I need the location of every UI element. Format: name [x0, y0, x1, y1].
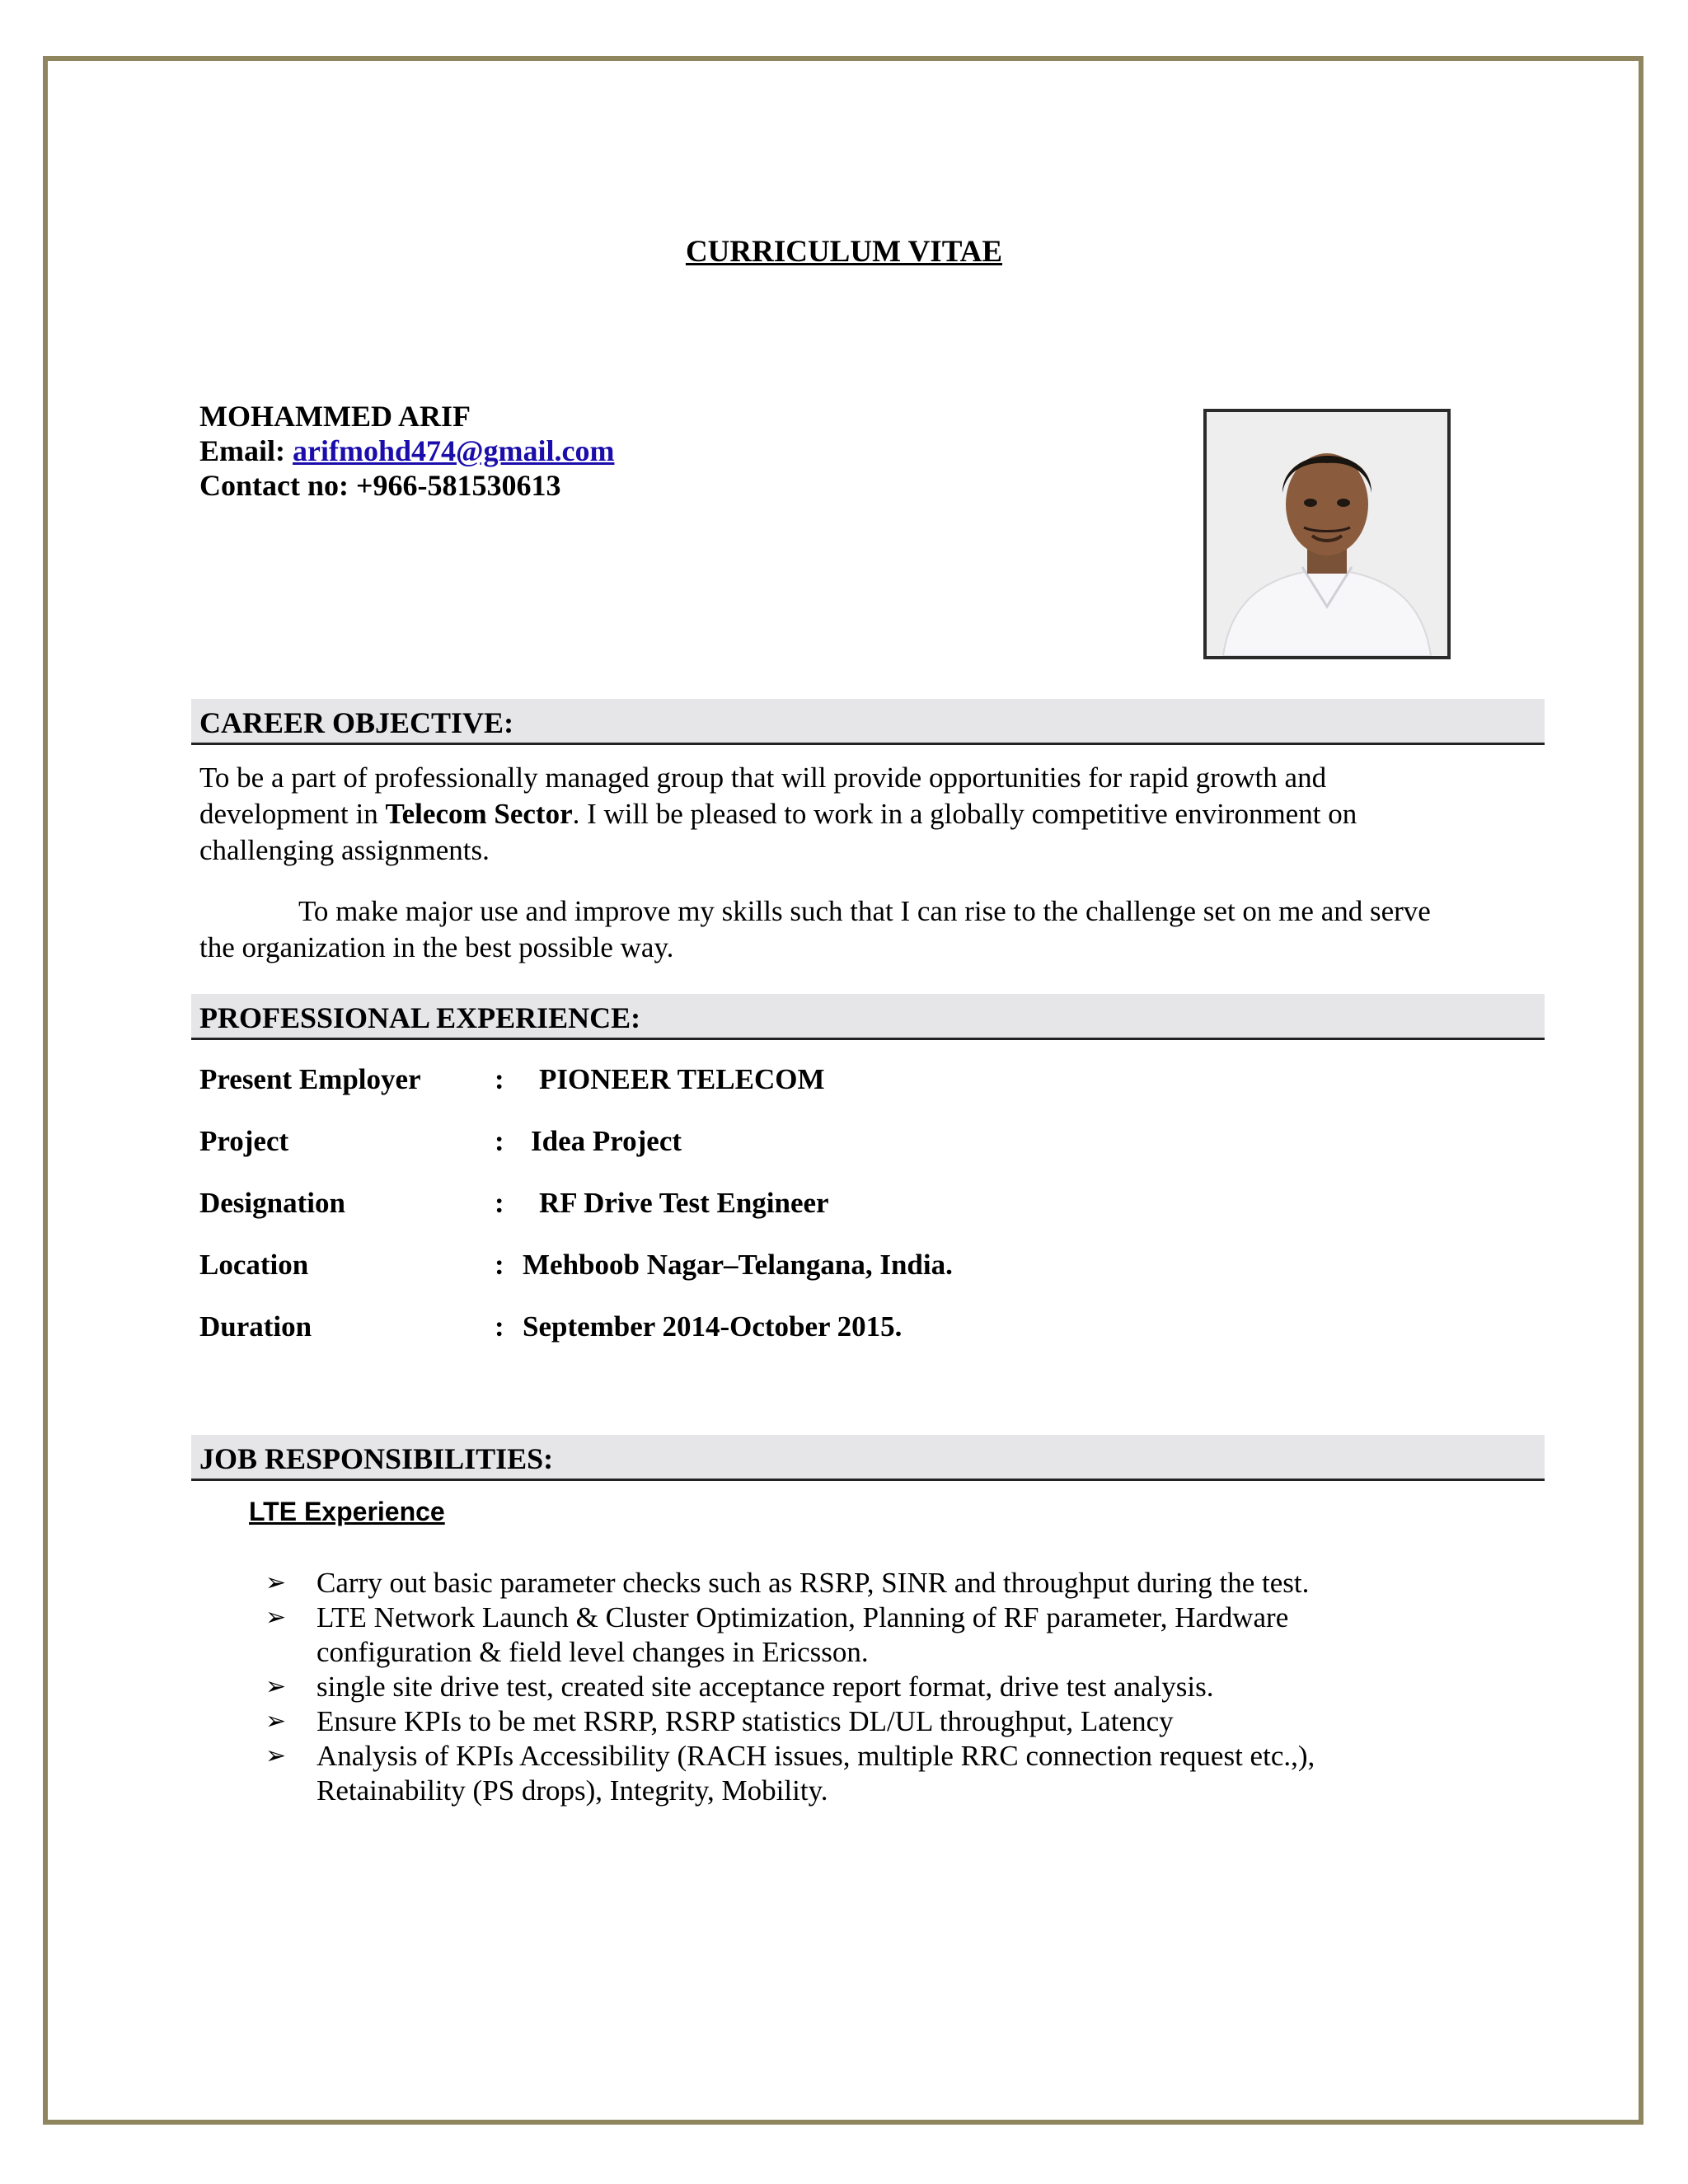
- separator-colon: :: [495, 1063, 504, 1095]
- arrow-bullet-icon: ➢: [265, 1568, 287, 1597]
- separator-colon: :: [495, 1310, 504, 1343]
- contact-label: Contact no:: [199, 469, 349, 502]
- experience-label: Present Employer: [199, 1063, 421, 1095]
- section-header-job-responsibilities: [191, 1435, 1545, 1481]
- experience-value: September 2014-October 2015.: [523, 1310, 903, 1343]
- email-label: Email:: [199, 434, 285, 467]
- experience-value: Mehboob Nagar–Telangana, India.: [523, 1249, 953, 1281]
- arrow-bullet-icon: ➢: [265, 1741, 287, 1770]
- experience-label: Designation: [199, 1187, 345, 1219]
- objective-text: To be a part of professionally managed group that will provide opportunities for rapid growth and development in: [199, 762, 1327, 830]
- lte-experience-heading: LTE Experience: [249, 1497, 445, 1526]
- list-item-text: Carry out basic parameter checks such as RSRP, SINR and throughput during the test.: [316, 1567, 1310, 1599]
- objective-paragraph-1: [199, 760, 1452, 869]
- section-header-career-objective: [191, 699, 1545, 745]
- list-item: [265, 1566, 1436, 1601]
- arrow-bullet-icon: ➢: [265, 1672, 287, 1701]
- separator-colon: :: [495, 1249, 504, 1281]
- objective-text-cont: . I will be pleased to work in a globally competitive environment on challenging assignments.: [199, 798, 1357, 866]
- section-title: PROFESSIONAL EXPERIENCE:: [199, 1001, 641, 1034]
- document-title: CURRICULUM VITAE: [685, 235, 1003, 269]
- experience-value: RF Drive Test Engineer: [539, 1187, 829, 1219]
- responsibilities-list: [265, 1566, 1436, 1808]
- profile-photo: [1203, 409, 1451, 659]
- section-header-professional-experience: [191, 994, 1545, 1040]
- arrow-bullet-icon: ➢: [265, 1603, 287, 1632]
- arrow-bullet-icon: ➢: [265, 1707, 287, 1736]
- email-line: [199, 434, 614, 468]
- objective-paragraph-2: To make major use and improve my skills such that I can rise to the challenge set on me and serve the organization in the best possible way.: [199, 895, 1431, 963]
- separator-colon: :: [495, 1125, 504, 1157]
- list-item: [265, 1704, 1436, 1739]
- contact-number: +966-581530613: [355, 469, 561, 502]
- list-item-text: Analysis of KPIs Accessibility (RACH issues, multiple RRC connection request etc.,), Retainability (PS drops), Integrity, Mobility.: [316, 1740, 1315, 1807]
- list-item: [265, 1739, 1436, 1808]
- list-item: [265, 1601, 1436, 1670]
- email-link[interactable]: arifmohd474@gmail.com: [293, 434, 615, 467]
- separator-colon: :: [495, 1187, 504, 1219]
- experience-label: Duration: [199, 1310, 312, 1343]
- profile-photo-illustration: [1207, 412, 1447, 656]
- experience-value: Idea Project: [531, 1125, 682, 1157]
- experience-label: Location: [199, 1249, 309, 1281]
- contact-line: [199, 468, 561, 503]
- list-item-text: Ensure KPIs to be met RSRP, RSRP statistics DL/UL throughput, Latency: [316, 1705, 1174, 1737]
- experience-label: Project: [199, 1125, 289, 1157]
- list-item: [265, 1670, 1436, 1704]
- section-title: CAREER OBJECTIVE:: [199, 706, 514, 739]
- objective-emphasis: Telecom Sector: [385, 798, 573, 830]
- list-item-text: LTE Network Launch & Cluster Optimization, Planning of RF parameter, Hardware configuration & field level changes in Ericsson.: [316, 1601, 1289, 1668]
- candidate-name: MOHAMMED ARIF: [199, 400, 471, 433]
- list-item-text: single site drive test, created site acceptance report format, drive test analysis.: [316, 1671, 1214, 1703]
- experience-value: PIONEER TELECOM: [539, 1063, 825, 1095]
- section-title: JOB RESPONSIBILITIES:: [199, 1442, 554, 1475]
